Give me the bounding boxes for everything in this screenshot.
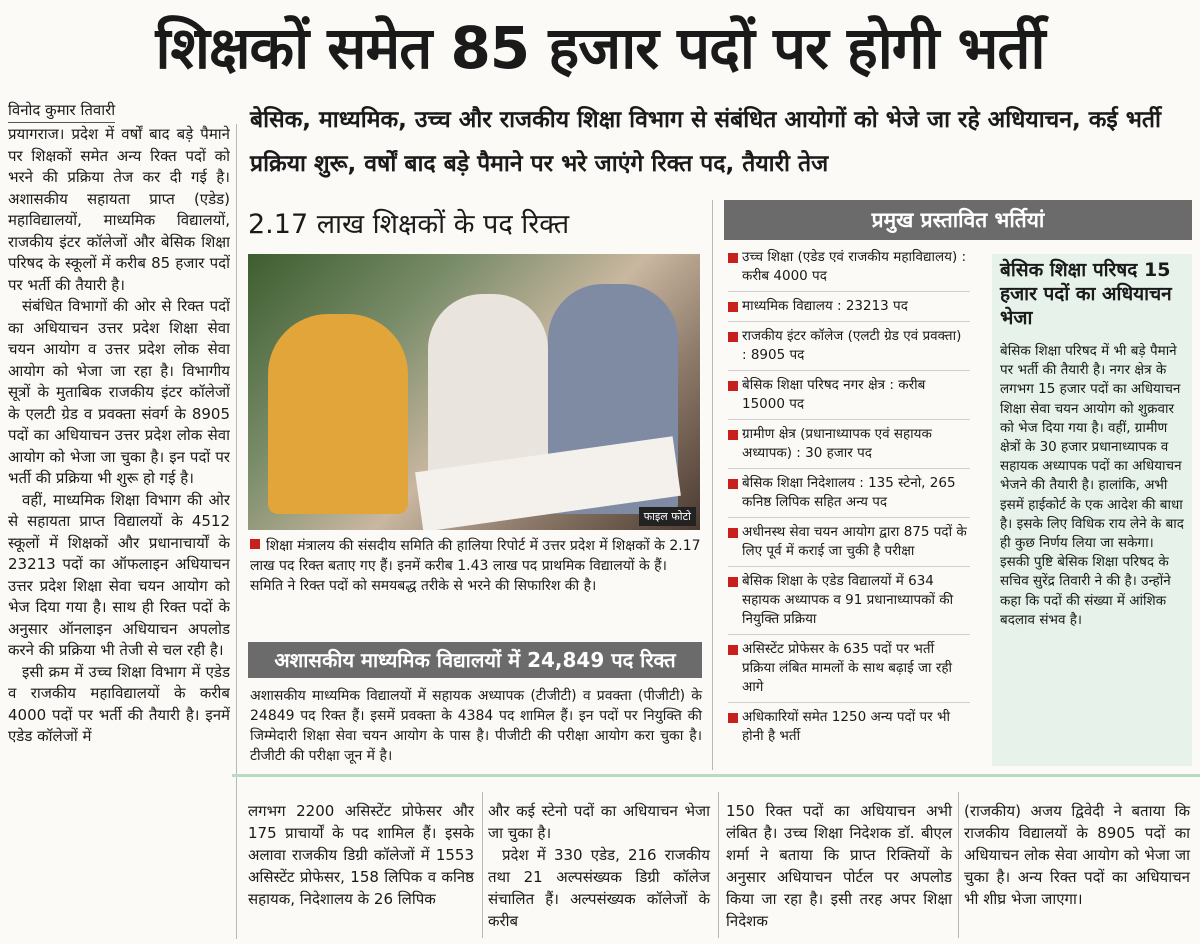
column-divider — [236, 124, 237, 939]
list-item — [728, 474, 970, 518]
bottom-column-2 — [488, 800, 710, 932]
photo-credit: फाइल फोटो — [639, 507, 696, 526]
bullet-icon — [728, 577, 738, 587]
paragraph: प्रदेश में 330 एडेड, 216 राजकीय तथा 21 अल्पसंख्यक डिग्री कॉलेज संचालित हैं। अल्पसंख्यक कॉलेजों के करीब — [488, 846, 710, 930]
paragraph: 150 रिक्त पदों का अधियाचन अभी लंबित है। उच्च शिक्षा निदेशक डॉ. बीएल शर्मा ने बताया कि प्राप्त रिक्तियों के अनुसार अधियाचन पोर्टल पर अपलोड किया जा रहा है। इसी तरह अपर शिक्षा निदेशक — [726, 802, 952, 930]
list-item-text: माध्यमिक विद्यालय : 23213 पद — [742, 298, 908, 314]
proposed-title: प्रमुख प्रस्तावित भर्तियां — [724, 200, 1192, 240]
bullet-icon — [250, 539, 260, 549]
bullet-icon — [728, 528, 738, 538]
bullet-icon — [728, 430, 738, 440]
list-item — [728, 640, 970, 703]
list-item-text: ग्रामीण क्षेत्र (प्रधानाध्यापक एवं सहायक अध्यापक) : 30 हजार पद — [742, 426, 932, 461]
list-item-text: अधीनस्थ सेवा चयन आयोग द्वारा 875 पदों के लिए पूर्व में कराई जा चुकी है परीक्षा — [742, 524, 967, 559]
photo-figure — [268, 314, 408, 514]
paragraph: प्रयागराज। प्रदेश में वर्षों बाद बड़े पैमाने पर शिक्षकों समेत अन्य रिक्त पदों को भरने की प्रक्रिया तेज कर दी गई है। अशासकीय सहायता प्राप्त (एडेड) महाविद्यालयों, माध्यमिक विद्यालयों, राजकीय इंटर कॉलेजों और बेसिक शिक्षा परिषद के स्कूलों में करीब 85 हजार पदों पर भर्ती की तैयारी है। — [8, 125, 230, 294]
bullet-icon — [728, 253, 738, 263]
list-item — [728, 327, 970, 371]
bottom-column-1 — [248, 800, 474, 910]
column-divider — [718, 792, 719, 938]
list-item — [728, 248, 970, 292]
aided-text: अशासकीय माध्यमिक विद्यालयों में सहायक अध्यापक (टीजीटी) व प्रवक्ता (पीजीटी) के 24849 पद रिक्त हैं। इसमें प्रवक्ता के 4384 पद शामिल हैं। इन पदों पर नियुक्ति की जिम्मेदारी शिक्षा सेवा चयन आयोग के पास है। पीजीटी की परीक्षा आयोग करा चुका है। टीजीटी की परीक्षा जून में है। — [250, 688, 702, 764]
basic-box-text: बेसिक शिक्षा परिषद में भी बड़े पैमाने पर भर्ती की तैयारी है। नगर क्षेत्र के लगभग 15 हजार पदों का अधियाचन शिक्षा सेवा चयन आयोग को शुक्रवार को भेज दिया गया है। वहीं, ग्रामीण क्षेत्रों के 30 हजार प्रधानाध्यापक व सहायक अध्यापक पदों का अधियाचन भेजने की तैयारी है। हालांकि, अभी इसमें हाईकोर्ट के एक आदेश की बाधा है। इसके लिए विधिक राय लेने के बाद ही कुछ निर्णय लिया जा सकेगा। इसकी पुष्टि बेसिक शिक्षा परिषद के सचिव सुरेंद्र तिवारी ने की है। उन्होंने कहा कि पदों की संख्या में आंशिक बदलाव संभव है। — [1000, 343, 1184, 628]
bullet-icon — [728, 381, 738, 391]
section-divider — [232, 774, 1200, 777]
proposed-list — [728, 248, 970, 756]
bullet-icon — [728, 645, 738, 655]
list-item-text: बेसिक शिक्षा के एडेड विद्यालयों में 634 सहायक अध्यापक व 91 प्रधानाध्यापकों की नियुक्ति प्रक्रिया — [742, 573, 954, 627]
list-item-text: अधिकारियों समेत 1250 अन्य पदों पर भी होनी है भर्ती — [742, 709, 950, 744]
list-item — [728, 297, 970, 322]
list-item-text: राजकीय इंटर कॉलेज (एलटी ग्रेड एवं प्रवक्ता) : 8905 पद — [742, 328, 962, 363]
bullet-icon — [728, 713, 738, 723]
list-item — [728, 708, 970, 751]
left-column — [8, 124, 230, 939]
list-item-text: बेसिक शिक्षा निदेशालय : 135 स्टेनो, 265 कनिष्ठ लिपिक सहित अन्य पद — [742, 475, 956, 510]
list-item — [728, 523, 970, 567]
bottom-column-4 — [964, 800, 1190, 910]
paragraph: इसी क्रम में उच्च शिक्षा विभाग में एडेड व राजकीय महाविद्यालयों के करीब 4000 पदों पर भर्ती की तैयारी है। इनमें एडेड कॉलेजों में — [8, 662, 230, 745]
caption-text: शिक्षा मंत्रालय की संसदीय समिति की हालिया रिपोर्ट में उत्तर प्रदेश में शिक्षकों के 2.17 लाख पद रिक्त बताए गए हैं। इनमें करीब 1.43 लाख पद प्राथमिक विद्यालयों के हैं। समिति ने रिक्त पदों को समयबद्ध तरीके से भरने की सिफारिश की है। — [250, 538, 701, 594]
list-item-text: उच्च शिक्षा (एडेड एवं राजकीय महाविद्यालय) : करीब 4000 पद — [742, 249, 967, 284]
paragraph: संबंधित विभागों की ओर से रिक्त पदों का अधियाचन उत्तर प्रदेश शिक्षा सेवा चयन आयोग व उत्तर प्रदेश लोक सेवा आयोग को भेजा जा रहा है। विभागीय सूत्रों के मुताबिक राजकीय इंटर कॉलेजों के एलटी ग्रेड व प्रवक्ता संवर्ग के 8905 पदों का अधियाचन उत्तर प्रदेश लोक सेवा आयोग को भेजा जा चुका है। इन पदों पर भर्ती की प्रक्रिया भी शुरू हो गई है। — [8, 297, 230, 487]
paragraph: लगभग 2200 असिस्टेंट प्रोफेसर और 175 प्राचार्यों के पद शामिल हैं। इसके अलावा राजकीय डिग्री कॉलेजों में 1553 असिस्टेंट प्रोफेसर, 158 लिपिक व कनिष्ठ सहायक, निदेशालय के 26 लिपिक — [248, 802, 474, 908]
list-item — [728, 425, 970, 469]
column-divider — [958, 792, 959, 938]
column-divider — [482, 792, 483, 938]
list-item-text: बेसिक शिक्षा परिषद नगर क्षेत्र : करीब 15000 पद — [742, 377, 926, 412]
column-divider — [712, 200, 713, 770]
paragraph: (राजकीय) अजय द्विवेदी ने बताया कि राजकीय विद्यालयों के 8905 पदों का अधियाचन लोक सेवा आयोग को भेजा जा चुका है। अन्य रिक्त पदों का अधियाचन भी शीघ्र भेजा जाएगा। — [964, 802, 1190, 908]
headline: शिक्षकों समेत 85 हजार पदों पर होगी भर्ती — [155, 14, 1045, 82]
paragraph: वहीं, माध्यमिक शिक्षा विभाग की ओर से सहायता प्राप्त विद्यालयों के 4512 स्कूलों में शिक्षकों और प्रधानाचार्यों के 23213 पदों का ऑफलाइन अधियाचन उत्तर प्रदेश शिक्षा सेवा चयन आयोग को भेज दिया गया है। साथ ही रिक्त पदों के अनुसार ऑनलाइन अधियाचन अपलोड करने की प्रक्रिया भी तेजी से चल रही है। — [8, 490, 230, 659]
bullet-icon — [728, 332, 738, 342]
basic-box-title: बेसिक शिक्षा परिषद 15 हजार पदों का अधियाचन भेजा — [1000, 259, 1172, 329]
paragraph: और कई स्टेनो पदों का अधियाचन भेजा जा चुका है। — [488, 802, 710, 842]
list-item — [728, 376, 970, 420]
list-item-text: असिस्टेंट प्रोफेसर के 635 पदों पर भर्ती प्रक्रिया लंबित मामलों के साथ बढ़ाई जा रही आगे — [742, 641, 953, 695]
bullet-icon — [728, 302, 738, 312]
section-title-vacancies: 2.17 लाख शिक्षकों के पद रिक्त — [248, 209, 570, 240]
list-item — [728, 572, 970, 635]
photo-caption — [250, 536, 702, 596]
bottom-column-3 — [726, 800, 952, 932]
byline: विनोद कुमार तिवारी — [8, 100, 115, 123]
bullet-icon — [728, 479, 738, 489]
subhead: बेसिक, माध्यमिक, उच्च और राजकीय शिक्षा विभाग से संबंधित आयोगों को भेजे जा रहे अधियाचन, कई भर्ती प्रक्रिया शुरू, वर्षों बाद बड़े पैमाने पर भरे जाएंगे रिक्त पद, तैयारी तेज — [250, 107, 1161, 177]
section-band-aided: अशासकीय माध्यमिक विद्यालयों में 24,849 पद रिक्त — [248, 642, 702, 678]
news-photo — [248, 254, 700, 530]
